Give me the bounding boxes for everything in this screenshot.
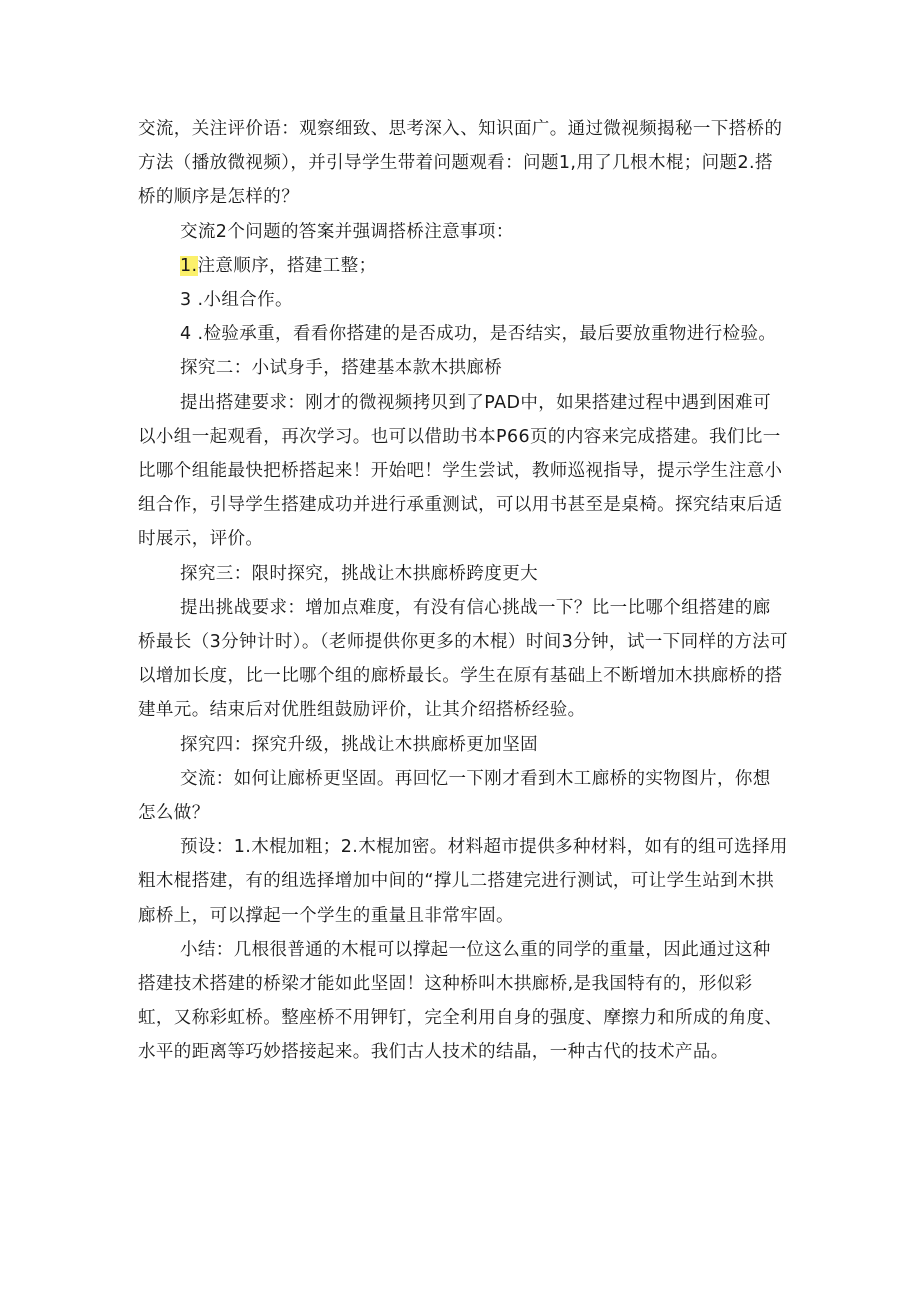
document-body	[138, 112, 788, 1070]
highlighted-number: 1.	[180, 255, 198, 276]
paragraph-preset: 预设：1.木棍加粗；2.木棍加密。材料超市提供多种材料，如有的组可选择用粗木棍搭建，有的组选择增加中间的“撑儿二搭建完进行测试，可让学生站到木拱廊桥上，可以撑起一个学生的重量且非常牢固。	[138, 837, 788, 926]
heading-explore-four: 探究四：探究升级，挑战让木拱廊桥更加坚固	[180, 734, 538, 755]
paragraph-note-load: 4 .检验承重，看看你搭建的是否成功，是否结实，最后要放重物进行检验。	[180, 324, 777, 345]
heading-explore-three: 探究三：限时探究，挑战让木拱廊桥跨度更大	[180, 563, 538, 584]
paragraph-note-order-text: 注意顺序，搭建工整；	[197, 255, 377, 276]
paragraph-exchange-answers: 交流2个问题的答案并强调搭桥注意事项：	[180, 221, 514, 242]
paragraph-challenge-requirements: 提出挑战要求：增加点难度，有没有信心挑战一下？比一比哪个组搭建的廊桥最长（3分钟计时）。（老师提供你更多的木棍）时间3分钟，试一下同样的方法可以增加长度，比一比哪个组的廊桥最长。学生在原有基础上不断增加木拱廊桥的搭建单元。结束后对优胜组鼓励评价，让其介绍搭桥经验。	[138, 597, 788, 721]
paragraph-intro: 交流，关注评价语：观察细致、思考深入、知识面广。通过微视频揭秘一下搭桥的方法（播放微视频），并引导学生带着问题观看：问题1,用了几根木棍；问题2.搭桥的顺序是怎样的？	[138, 119, 783, 208]
heading-explore-two: 探究二：小试身手，搭建基本款木拱廊桥	[180, 358, 503, 379]
paragraph-discussion: 交流：如何让廊桥更坚固。再回忆一下刚才看到木工廊桥的实物图片，你想怎么做？	[138, 768, 771, 824]
paragraph-summary: 小结：几根很普通的木棍可以撑起一位这么重的同学的重量，因此通过这种搭建技术搭建的桥梁才能如此坚固！这种桥叫木拱廊桥,是我国特有的，形似彩虹，又称彩虹桥。整座桥不用钾钉，完全利用自身的强度、摩擦力和所成的角度、水平的距离等巧妙搭接起来。我们古人技术的结晶，一种古代的技术产品。	[138, 939, 783, 1063]
paragraph-build-requirements: 提出搭建要求：刚才的微视频拷贝到了PAD中，如果搭建过程中遇到困难可以小组一起观看，再次学习。也可以借助书本P66页的内容来完成搭建。我们比一比哪个组能最快把桥搭起来！开始吧！学生尝试，教师巡视指导，提示学生注意小组合作，引导学生搭建成功并进行承重测试，可以用书甚至是桌椅。探究结束后适时展示，评价。	[138, 392, 783, 550]
paragraph-note-group: 3 .小组合作。	[180, 290, 293, 311]
paragraph-note-order	[138, 249, 788, 283]
